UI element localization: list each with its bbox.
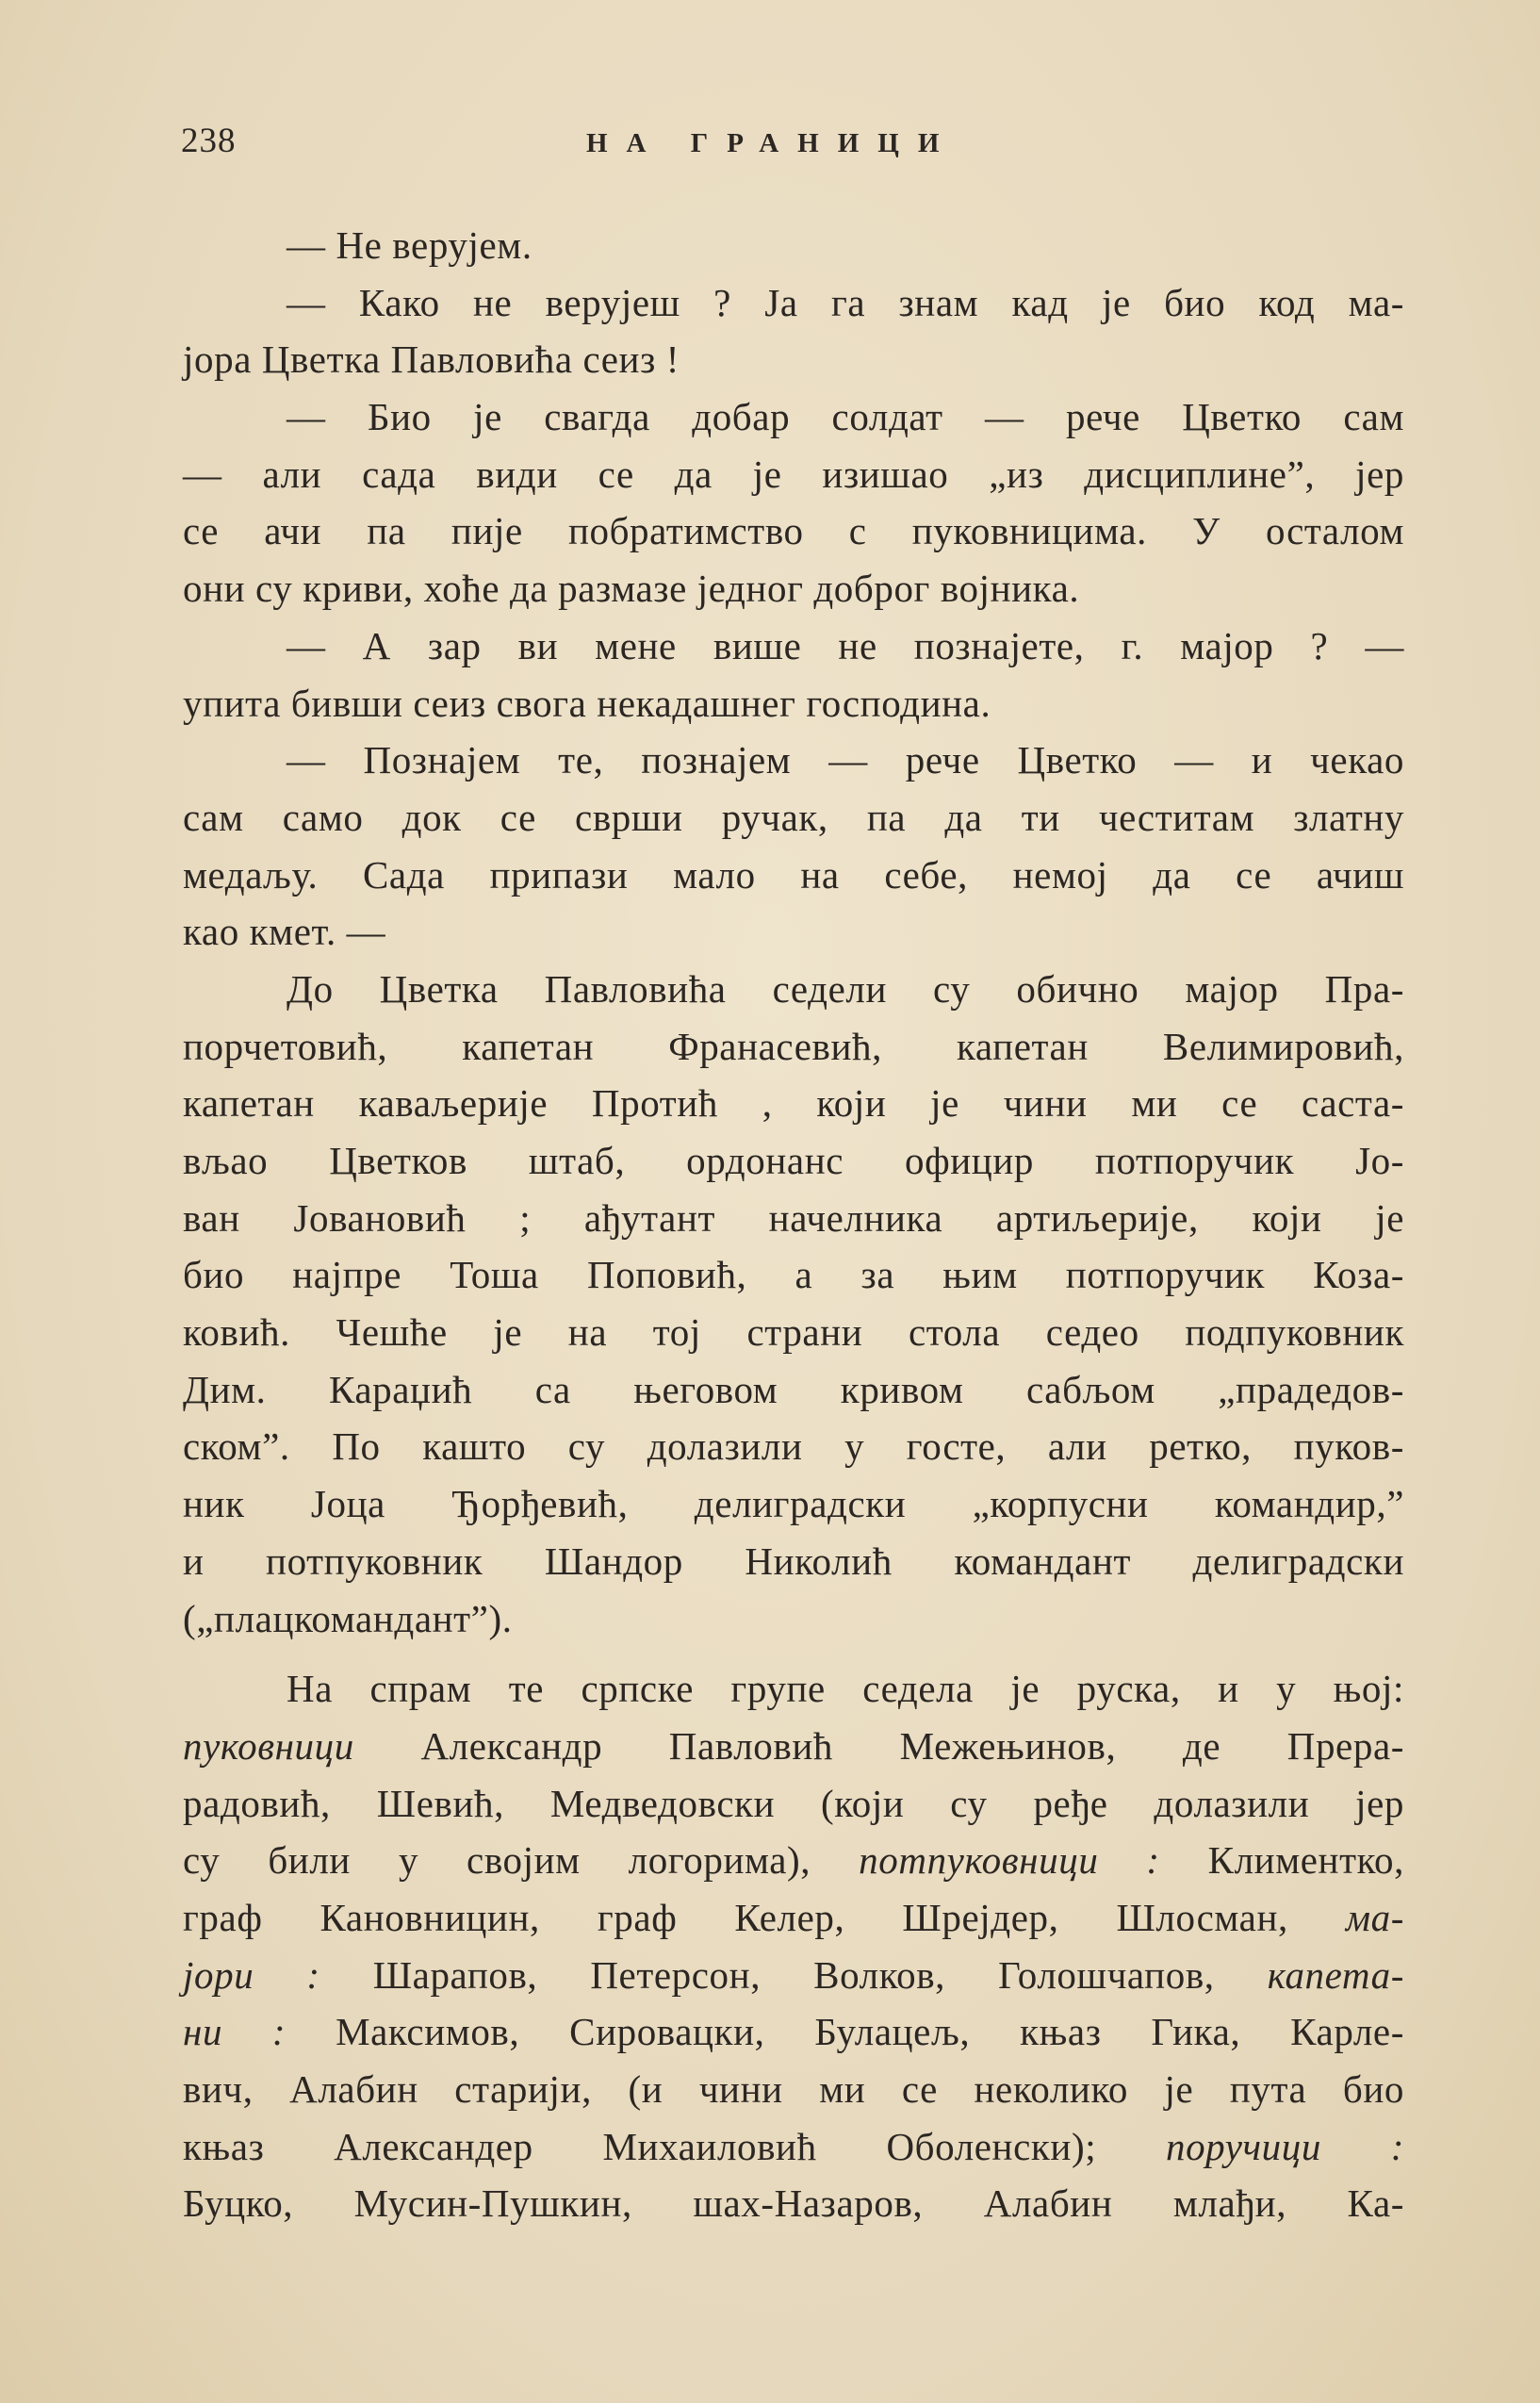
text-segment: Максимов, Сировацки, Булацељ, књаз Гика, Карле- (286, 2010, 1404, 2054)
text-line: — Не верујем. (287, 223, 532, 267)
text-line: („плацкомандант”). (183, 1596, 513, 1640)
italic-text: пуковници (183, 1723, 354, 1768)
italic-text: потпуковници : (859, 1838, 1160, 1883)
text-line: вич, Алабин старији, (и чини ми се неколико је пута био (183, 2067, 1404, 2111)
page-number: 238 (181, 122, 237, 160)
text-segment: књаз Александер Михаиловић Оболенски); (183, 2124, 1166, 2168)
text-line: био најпре Тоша Поповић, а за њим потпоручик Коза- (183, 1253, 1404, 1297)
text-line: порчетовић, капетан Франасевић, капетан Велимировић, (183, 1024, 1404, 1068)
text-segment: граф Кановницин, граф Келер, Шрејдер, Шлосман, (183, 1895, 1346, 1939)
italic-text: капета- (1267, 1952, 1404, 1997)
paragraph-gap (183, 1647, 1404, 1660)
text-line: капетан каваљерије Протић , који је чини ми се саста- (183, 1081, 1404, 1126)
text-segment: Шарапов, Петерсон, Волков, Голошчапов, (319, 1952, 1268, 1997)
body-text (183, 217, 1404, 2232)
text-line: они су криви, хоће да размазе једног доброг војника. (183, 567, 1080, 611)
text-line (183, 1832, 1404, 1889)
text-line: Дим. Караџић са његовом кривом сабљом „прадедов- (183, 1367, 1404, 1411)
text-line: ковић. Чешће је на тој страни стола седео подпуковник (183, 1310, 1404, 1355)
text-line: као кмет. — (183, 910, 386, 954)
italic-text: јори : (183, 1952, 320, 1997)
text-line: медаљу. Сада припази мало на себе, немој да се ачиш (183, 852, 1404, 897)
running-title: НА ГРАНИЦИ (586, 128, 958, 158)
text-line: јора Цветка Павловића сеиз ! (183, 337, 680, 382)
text-line: ван Јовановић ; ађутант начелника артиљерије, који је (183, 1195, 1404, 1240)
text-line: До Цветка Павловића седели су обично мајор Пра- (287, 966, 1404, 1011)
text-segment: су били у својим логорима), (183, 1838, 860, 1883)
text-line: Буцко, Мусин-Пушкин, шах-Назаров, Алабин млађи, Ка- (183, 2181, 1404, 2226)
text-line: — Био је свагда добар солдат — рече Цветко сам (287, 395, 1404, 439)
text-line (183, 2118, 1404, 2176)
text-line: ник Јоца Ђорђевић, делиградски „корпусни командир,” (183, 1482, 1404, 1526)
text-segment: Александр Павловић Межењинов, де Прера- (353, 1723, 1404, 1768)
text-line (183, 1889, 1404, 1947)
text-line: — Познајем те, познајем — рече Цветко — и чекао (287, 738, 1404, 782)
text-segment: Климентко, (1159, 1838, 1405, 1883)
text-line (183, 2003, 1404, 2061)
text-line: ском”. По кашто су долазили у госте, али ретко, пуков- (183, 1424, 1404, 1469)
text-line (183, 1718, 1404, 1775)
text-line: — Како не верујеш ? Ја га знам кад је био код ма- (287, 280, 1404, 324)
italic-text: ма- (1345, 1895, 1404, 1939)
text-line: се ачи па пије побратимство с пуковницима. У осталом (183, 509, 1404, 553)
text-line: радовић, Шевић, Медведовски (који су ређе долазили јер (183, 1781, 1404, 1825)
italic-text: ни : (183, 2010, 287, 2054)
text-line: упита бивши сеиз свога некадашнег господина. (183, 681, 991, 725)
text-line: На спрам те српске групе седела је руска, и у њој: (287, 1667, 1404, 1711)
text-line: — А зар ви мене више не познајете, г. мајор ? — (287, 623, 1404, 667)
text-line: сам само док се сврши ручак, па да ти честитам златну (183, 795, 1404, 839)
text-line: и потпуковник Шандор Николић командант делиградски (183, 1539, 1404, 1583)
text-line: — али сада види се да је изишао „из дисциплине”, јер (183, 452, 1404, 496)
text-line: вљао Цветков штаб, ордонанс официр потпоручик Јо- (183, 1139, 1404, 1182)
page-header (181, 121, 1406, 168)
italic-text: поручици : (1165, 2124, 1405, 2168)
text-line (183, 1947, 1404, 2004)
